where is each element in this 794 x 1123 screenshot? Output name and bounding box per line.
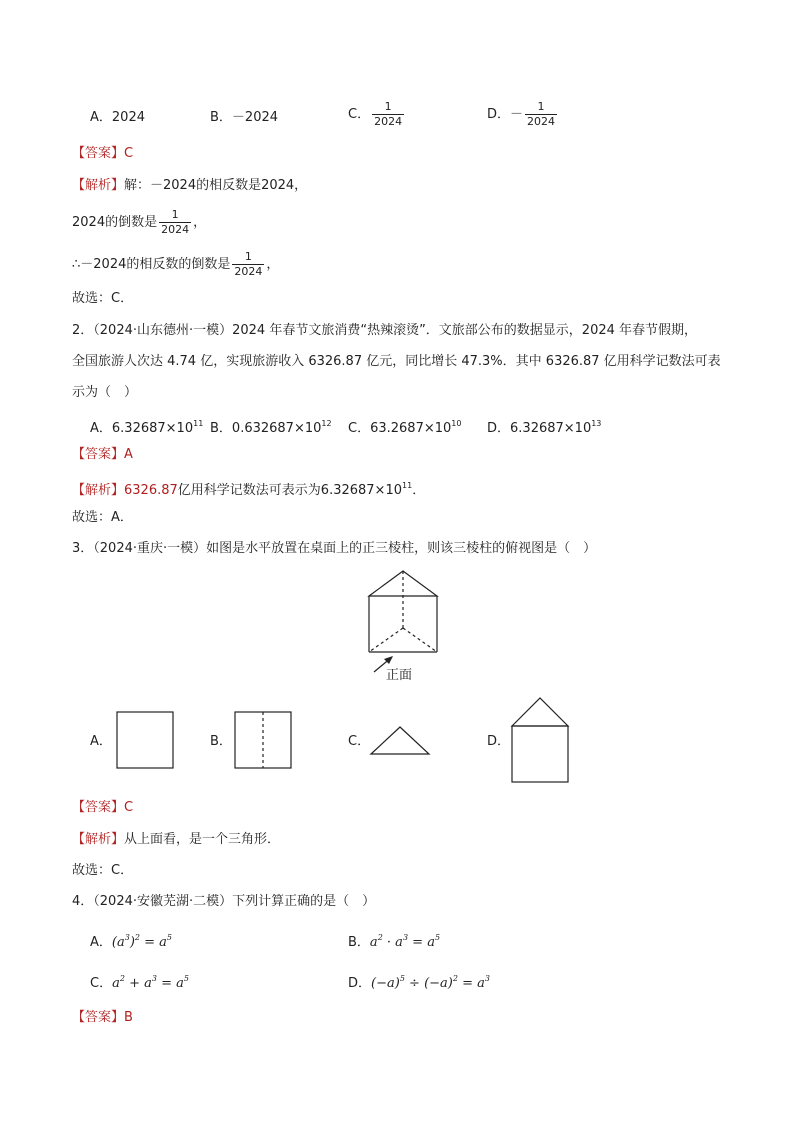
q4-answer: 【答案】B — [72, 1010, 133, 1025]
option-d-square — [512, 726, 568, 782]
q2-answer: 【答案】A — [72, 447, 133, 462]
q3-analysis: 【解析】从上面看，是一个三角形． — [72, 832, 281, 847]
q2-option-b: B．$0.632687\times 10^{12}$ — [210, 419, 332, 436]
q2-option-a: A．$6.32687\times 10^{11}$ — [90, 419, 204, 436]
q1-option-a: A．2024 — [90, 110, 145, 125]
q4-option-a: A．$(a^3)^2 = a^5$ — [90, 933, 173, 950]
q2-stem-line2: 全国旅游人次达 4.74 亿，实现旅游收入 6326.87 亿元，同比增长 47.3%．其中 6326.87 亿用科学记数法可表 — [72, 354, 721, 369]
q2-option-d: D．$6.32687\times 10^{13}$ — [487, 419, 602, 436]
q1-choose: 故选：C． — [72, 291, 134, 306]
q1-analysis-line2: 2024的倒数是 $\frac{1}{2024}$ ， — [72, 208, 207, 236]
q1-analysis-line1: 【解析】解：－2024的相反数是2024， — [72, 178, 308, 193]
q2-stem-line3: 示为（ ） — [72, 385, 138, 400]
q3-option-a-label: A． — [90, 734, 112, 749]
q4-option-c: C．$a^2 + a^3 = a^5$ — [90, 974, 189, 991]
q4-stem: 4．（2024·安徽芜湖·二模）下列计算正确的是（ ） — [72, 894, 376, 909]
option-a-square — [117, 712, 173, 768]
q1-option-c: C． $\frac{1}{2024}$ — [348, 100, 403, 128]
q3-option-c-label: C． — [348, 734, 371, 749]
q1-answer: 【答案】C — [72, 146, 134, 161]
front-label: 正面 — [386, 668, 413, 683]
option-c-triangle — [371, 727, 429, 754]
q1-analysis-line3: ∴－2024的相反数的倒数是 $\frac{1}{2024}$ ， — [72, 250, 280, 278]
q2-analysis: 【解析】6326.87亿用科学记数法可表示为$6.32687\times 10^{11}$． — [72, 481, 426, 498]
q2-option-c: C．$63.2687\times 10^{10}$ — [348, 419, 462, 436]
q2-choose: 故选：A． — [72, 510, 133, 525]
q3-choose: 故选：C． — [72, 863, 134, 878]
q3-option-d-label: D． — [487, 734, 511, 749]
q1-option-b: B．－2024 — [210, 110, 279, 125]
q3-answer: 【答案】C — [72, 800, 134, 815]
q1-option-d: D．－ $\frac{1}{2024}$ — [487, 100, 556, 128]
q3-option-b-label: B． — [210, 734, 232, 749]
q4-option-b: B．$a^2 \cdot a^3 = a^5$ — [348, 933, 441, 950]
option-d-triangle — [512, 698, 568, 726]
q3-stem: 3．（2024·重庆·一模）如图是水平放置在桌面上的正三棱柱，则该三棱柱的俯视图是（ ） — [72, 541, 597, 556]
q2-stem-line1: 2．（2024·山东德州·一模）2024 年春节文旅消费“热辣滚烫”．文旅部公布的数据显示，2024 年春节假期， — [72, 323, 698, 338]
q4-option-d: D．$(-a)^5 \div (-a)^2 = a^3$ — [348, 974, 490, 991]
